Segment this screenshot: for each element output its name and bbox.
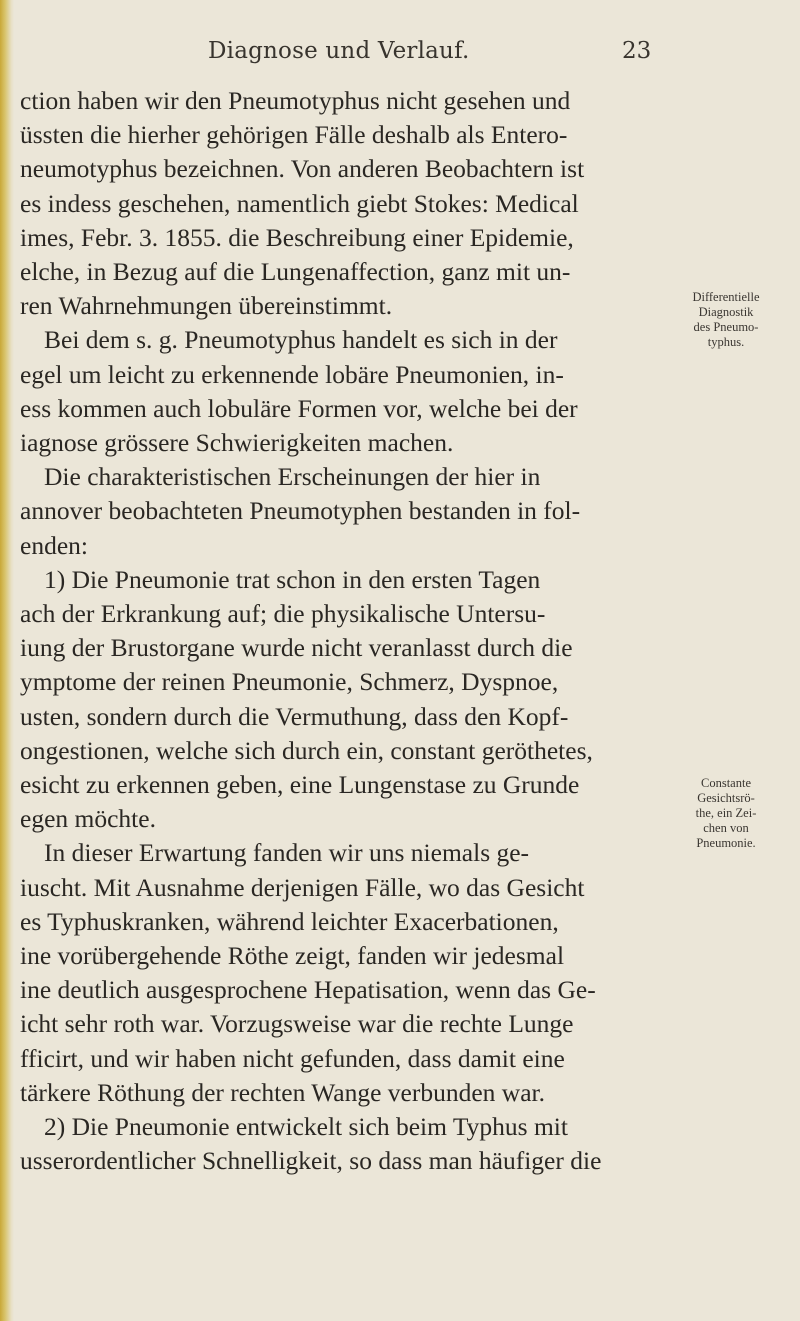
text-line: icht sehr roth war. Vorzugsweise war die rechte Lunge: [20, 1009, 574, 1039]
text-line: ongestionen, welche sich durch ein, constant geröthetes,: [20, 735, 593, 765]
text-line: iagnose grössere Schwierigkeiten machen.: [20, 428, 454, 458]
sidenote-line: Gesichtsrö-: [697, 791, 755, 805]
text-line: Bei dem s. g. Pneumotyphus handelt es sich in der: [44, 325, 558, 355]
text-line: tärkere Röthung der rechten Wange verbunden war.: [20, 1077, 545, 1107]
text-line: ren Wahrnehmungen übereinstimmt.: [20, 291, 393, 321]
sidenote-differential-diagnosis: [664, 290, 788, 350]
text-line: In dieser Erwartung fanden wir uns niemals ge-: [44, 838, 530, 868]
text-line: ach der Erkrankung auf; die physikalische Untersu-: [20, 599, 546, 629]
page-binding-edge: [0, 0, 14, 1321]
sidenote-line: Diagnostik: [698, 305, 754, 319]
text-line: egel um leicht zu erkennende lobäre Pneumonien, in-: [20, 359, 564, 389]
text-line: 2) Die Pneumonie entwickelt sich beim Typhus mit: [44, 1112, 568, 1142]
text-line: es Typhuskranken, während leichter Exacerbationen,: [20, 906, 559, 936]
text-line: usserordentlicher Schnelligkeit, so dass man häufiger die: [20, 1146, 602, 1176]
text-line: ction haben wir den Pneumotyphus nicht gesehen und: [20, 86, 571, 115]
text-line: egen möchte.: [20, 804, 156, 834]
sidenote-line: the, ein Zei-: [695, 806, 757, 820]
text-line: ine vorübergehende Röthe zeigt, fanden wir jedesmal: [20, 941, 565, 971]
text-line: usten, sondern durch die Vermuthung, dass den Kopf-: [20, 701, 569, 731]
sidenote-line: typhus.: [707, 335, 745, 349]
text-line: ess kommen auch lobuläre Formen vor, welche bei der: [20, 393, 578, 423]
text-line: Die charakteristischen Erscheinungen der hier in: [44, 462, 541, 492]
sidenote-line: Pneumonie.: [696, 836, 756, 850]
text-line: iung der Brustorgane wurde nicht veranlasst durch die: [20, 633, 573, 663]
text-line: fficirt, und wir haben nicht gefunden, dass damit eine: [20, 1043, 565, 1073]
text-line: enden:: [20, 530, 88, 560]
text-line: elche, in Bezug auf die Lungenaffection, ganz mit un-: [20, 257, 571, 287]
running-header: [0, 38, 800, 68]
text-line: 1) Die Pneumonie trat schon in den ersten Tagen: [44, 564, 541, 594]
text-line: iuscht. Mit Ausnahme derjenigen Fälle, wo das Gesicht: [20, 872, 585, 902]
sidenote-facial-redness: [664, 776, 788, 851]
text-line: imes, Febr. 3. 1855. die Beschreibung einer Epidemie,: [20, 222, 574, 252]
body-text: [20, 84, 662, 1179]
text-line: es indess geschehen, namentlich giebt Stokes: Medical: [20, 188, 579, 218]
page-number: 23: [622, 38, 652, 64]
sidenote-line: des Pneumo-: [693, 320, 759, 334]
text-line: annover beobachteten Pneumotyphen bestanden in fol-: [20, 496, 581, 526]
sidenote-line: Differentielle: [692, 290, 760, 304]
text-line: ymptome der reinen Pneumonie, Schmerz, Dyspnoe,: [20, 667, 559, 697]
sidenote-line: chen von: [703, 821, 749, 835]
text-line: üssten die hierher gehörigen Fälle deshalb als Entero-: [20, 120, 568, 150]
header-title: Diagnose und Verlauf.: [208, 38, 470, 64]
text-line: esicht zu erkennen geben, eine Lungenstase zu Grunde: [20, 770, 580, 800]
sidenote-line: Constante: [701, 776, 751, 790]
text-line: ine deutlich ausgesprochene Hepatisation, wenn das Ge-: [20, 975, 596, 1005]
text-line: neumotyphus bezeichnen. Von anderen Beobachtern ist: [20, 154, 585, 184]
